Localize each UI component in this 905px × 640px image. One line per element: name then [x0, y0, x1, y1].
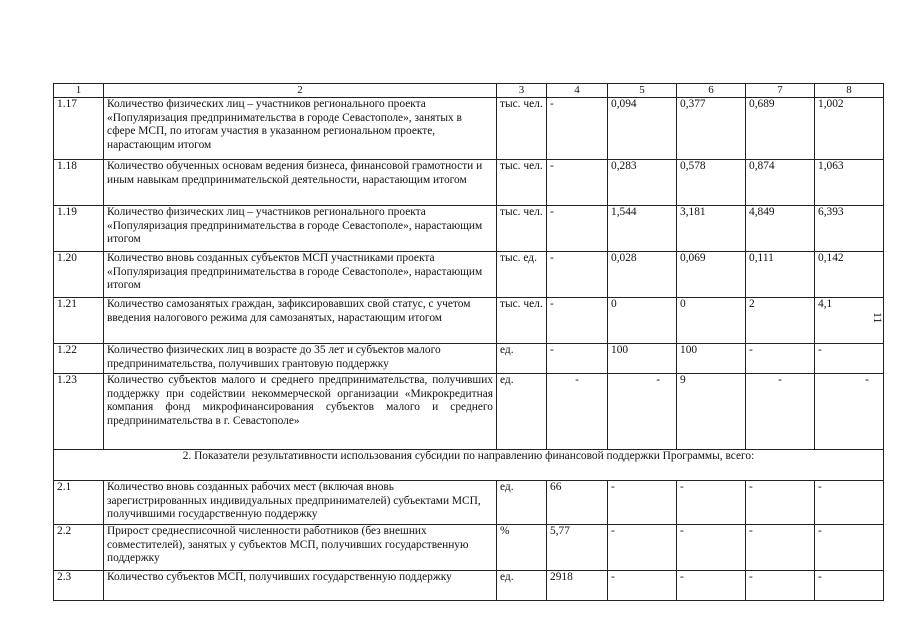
- row-value-col5: 0: [608, 298, 677, 344]
- row-value-col4: 66: [547, 481, 608, 525]
- row-value-col8: 4,1: [815, 298, 884, 344]
- row-value-col7: -: [746, 525, 815, 571]
- row-value-col4: -: [547, 298, 608, 344]
- row-value-col8: -: [815, 374, 884, 450]
- row-number: 1.19: [54, 206, 104, 252]
- header-col-4: 4: [547, 84, 608, 98]
- table-row: [54, 481, 884, 525]
- indicators-table: [53, 83, 884, 601]
- row-value-col7: -: [746, 374, 815, 450]
- row-description: Количество вновь созданных субъектов МСП участниками проекта «Популяризация предпринимательства в городе Севастополе», нарастающим итогом: [104, 252, 497, 298]
- row-value-col5: -: [608, 525, 677, 571]
- row-value-col4: -: [547, 160, 608, 206]
- row-value-col5: -: [608, 481, 677, 525]
- row-description: Количество обученных основам ведения бизнеса, финансовой грамотности и иным навыкам предпринимательской деятельности, нарастающим итогом: [104, 160, 497, 206]
- table-row: [54, 206, 884, 252]
- row-value-col7: 0,111: [746, 252, 815, 298]
- row-unit: тыс. чел.: [497, 298, 547, 344]
- row-description: Количество самозанятых граждан, зафиксировавших свой статус, с учетом введения налогового режима для самозанятых, нарастающим итогом: [104, 298, 497, 344]
- row-unit: тыс. чел.: [497, 206, 547, 252]
- row-value-col4: -: [547, 344, 608, 374]
- table-row: [54, 571, 884, 601]
- row-description: Количество физических лиц – участников регионального проекта «Популяризация предпринимательства в городе Севастополе», нарастающим итогом: [104, 206, 497, 252]
- section-title: 2. Показатели результативности использования субсидии по направлению финансовой поддержки Программы, всего:: [54, 450, 884, 481]
- table-row: [54, 344, 884, 374]
- row-value-col8: -: [815, 571, 884, 601]
- row-number: 1.22: [54, 344, 104, 374]
- row-description: Количество субъектов МСП, получивших государственную поддержку: [104, 571, 497, 601]
- table-row: [54, 98, 884, 160]
- row-unit: тыс. ед.: [497, 252, 547, 298]
- row-value-col6: 9: [677, 374, 746, 450]
- page-number: 11: [871, 312, 885, 324]
- row-value-col6: 0,069: [677, 252, 746, 298]
- row-value-col5: 0,283: [608, 160, 677, 206]
- table-row: [54, 160, 884, 206]
- row-value-col8: -: [815, 481, 884, 525]
- section-row: [54, 450, 884, 481]
- header-col-3: 3: [497, 84, 547, 98]
- table-row: [54, 252, 884, 298]
- row-number: 1.21: [54, 298, 104, 344]
- header-col-6: 6: [677, 84, 746, 98]
- row-value-col6: -: [677, 481, 746, 525]
- row-value-col8: -: [815, 525, 884, 571]
- row-value-col4: -: [547, 98, 608, 160]
- row-value-col8: 1,063: [815, 160, 884, 206]
- row-value-col4: -: [547, 252, 608, 298]
- row-value-col6: -: [677, 571, 746, 601]
- table-row: [54, 298, 884, 344]
- row-unit: ед.: [497, 374, 547, 450]
- row-value-col8: 1,002: [815, 98, 884, 160]
- row-value-col8: -: [815, 344, 884, 374]
- row-value-col7: 4,849: [746, 206, 815, 252]
- header-col-8: 8: [815, 84, 884, 98]
- row-unit: %: [497, 525, 547, 571]
- row-value-col6: 0,578: [677, 160, 746, 206]
- row-value-col6: 0: [677, 298, 746, 344]
- row-value-col5: -: [608, 374, 677, 450]
- row-number: 1.23: [54, 374, 104, 450]
- row-value-col7: -: [746, 481, 815, 525]
- header-col-5: 5: [608, 84, 677, 98]
- row-value-col5: 0,028: [608, 252, 677, 298]
- row-value-col7: 0,689: [746, 98, 815, 160]
- header-col-1: 1: [54, 84, 104, 98]
- row-value-col5: 100: [608, 344, 677, 374]
- row-value-col6: 100: [677, 344, 746, 374]
- row-number: 1.18: [54, 160, 104, 206]
- header-col-7: 7: [746, 84, 815, 98]
- row-number: 2.3: [54, 571, 104, 601]
- row-number: 1.20: [54, 252, 104, 298]
- row-description: Количество субъектов малого и среднего предпринимательства, получивших поддержку при содействии некоммерческой организации «Микрокредитная компания фонд микрофинансирования субъектов малого и среднего предпринимательства в г. Севастополе»: [104, 374, 497, 450]
- row-value-col6: -: [677, 525, 746, 571]
- row-description: Количество физических лиц в возрасте до 35 лет и субъектов малого предпринимательства, получивших грантовую поддержку: [104, 344, 497, 374]
- row-value-col7: 2: [746, 298, 815, 344]
- row-value-col6: 0,377: [677, 98, 746, 160]
- row-value-col4: -: [547, 374, 608, 450]
- row-value-col7: -: [746, 571, 815, 601]
- row-number: 2.2: [54, 525, 104, 571]
- row-unit: тыс. чел.: [497, 160, 547, 206]
- row-value-col7: -: [746, 344, 815, 374]
- header-col-2: 2: [104, 84, 497, 98]
- row-unit: ед.: [497, 344, 547, 374]
- row-value-col5: 0,094: [608, 98, 677, 160]
- row-unit: ед.: [497, 481, 547, 525]
- row-number: 1.17: [54, 98, 104, 160]
- row-value-col5: 1,544: [608, 206, 677, 252]
- row-number: 2.1: [54, 481, 104, 525]
- row-value-col6: 3,181: [677, 206, 746, 252]
- row-unit: ед.: [497, 571, 547, 601]
- row-value-col8: 0,142: [815, 252, 884, 298]
- row-value-col4: -: [547, 206, 608, 252]
- row-value-col8: 6,393: [815, 206, 884, 252]
- row-value-col5: -: [608, 571, 677, 601]
- row-description: Количество вновь созданных рабочих мест (включая вновь зарегистрированных индивидуальных предпринимателей) субъектами МСП, получившими государственную поддержку: [104, 481, 497, 525]
- table-row: [54, 525, 884, 571]
- row-unit: тыс. чел.: [497, 98, 547, 160]
- table-row: [54, 374, 884, 450]
- row-value-col4: 2918: [547, 571, 608, 601]
- header-row: [54, 84, 884, 98]
- row-value-col7: 0,874: [746, 160, 815, 206]
- row-description: Прирост среднесписочной численности работников (без внешних совместителей), занятых у субъектов МСП, получивших государственную поддержку: [104, 525, 497, 571]
- row-description: Количество физических лиц – участников регионального проекта «Популяризация предпринимательства в городе Севастополе», занятых в сфере МСП, по итогам участия в указанном региональном проекте, нарастающим итогом: [104, 98, 497, 160]
- row-value-col4: 5,77: [547, 525, 608, 571]
